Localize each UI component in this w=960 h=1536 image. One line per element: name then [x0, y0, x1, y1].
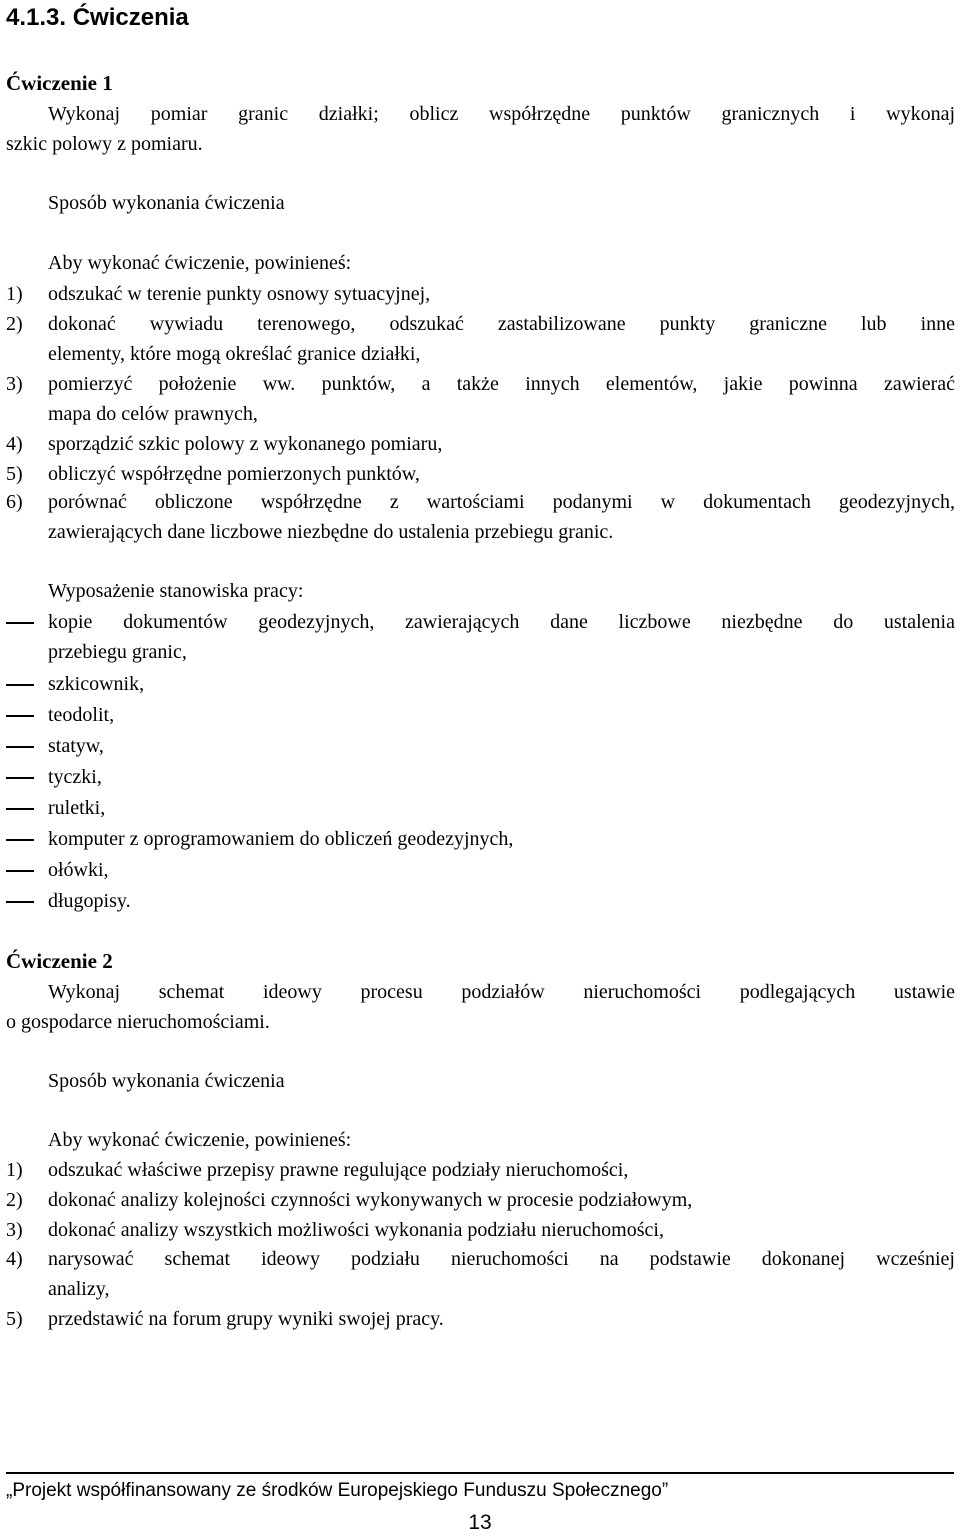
- step-text: dokonać analizy wszystkich możliwości wykonania podziału nieruchomości,: [48, 1219, 664, 1241]
- equipment-item: ołówki,: [48, 859, 109, 881]
- step-number: 5): [6, 1308, 23, 1330]
- exercise-1-steps-intro: Aby wykonać ćwiczenie, powinieneś:: [48, 252, 352, 274]
- exercise-1-task-line-1: Wykonaj pomiar granic działki; oblicz współrzędne punktów granicznych i wykonaj: [48, 103, 955, 125]
- exercise-2-task-line-1: Wykonaj schemat ideowy procesu podziałów nieruchomości podlegających ustawie: [48, 981, 955, 1003]
- step-text: sporządzić szkic polowy z wykonanego pomiaru,: [48, 433, 443, 455]
- step-text: narysować schemat ideowy podziału nieruchomości na podstawie dokonanej wcześniej: [48, 1248, 955, 1270]
- exercise-1-method-heading: Sposób wykonania ćwiczenia: [48, 192, 285, 214]
- dash-bullet: [6, 901, 34, 903]
- step-number: 2): [6, 1189, 23, 1211]
- dash-bullet: [6, 839, 34, 841]
- equipment-heading: Wyposażenie stanowiska pracy:: [48, 580, 304, 602]
- step-text-continued: mapa do celów prawnych,: [48, 403, 258, 425]
- equipment-item: teodolit,: [48, 704, 115, 726]
- dash-bullet: [6, 684, 34, 686]
- equipment-item-continued: przebiegu granic,: [48, 641, 187, 663]
- step-text-continued: zawierających dane liczbowe niezbędne do ustalenia przebiegu granic.: [48, 521, 614, 543]
- step-number: 5): [6, 463, 23, 485]
- dash-bullet: [6, 746, 34, 748]
- exercise-2-title: Ćwiczenie 2: [6, 949, 113, 973]
- step-text: obliczyć współrzędne pomierzonych punktów,: [48, 463, 420, 485]
- footer-project-text: „Projekt współfinansowany ze środków Europejskiego Funduszu Społecznego”: [6, 1480, 669, 1501]
- footer-rule: [6, 1472, 954, 1474]
- dash-bullet: [6, 777, 34, 779]
- exercise-2-method-heading: Sposób wykonania ćwiczenia: [48, 1070, 285, 1092]
- equipment-item: tyczki,: [48, 766, 102, 788]
- step-number: 4): [6, 1248, 23, 1270]
- exercise-2-steps-intro: Aby wykonać ćwiczenie, powinieneś:: [48, 1129, 352, 1151]
- dash-bullet: [6, 808, 34, 810]
- equipment-item: ruletki,: [48, 797, 106, 819]
- equipment-item: szkicownik,: [48, 673, 145, 695]
- step-text: pomierzyć położenie ww. punktów, a także innych elementów, jakie powinna zawierać: [48, 373, 955, 395]
- step-number: 1): [6, 283, 23, 305]
- step-text-continued: analizy,: [48, 1278, 110, 1300]
- step-number: 6): [6, 491, 23, 513]
- exercise-2-task-line-2: o gospodarce nieruchomościami.: [6, 1011, 270, 1033]
- step-text: odszukać właściwe przepisy prawne regulujące podziały nieruchomości,: [48, 1159, 629, 1181]
- equipment-item: długopisy.: [48, 890, 131, 912]
- section-heading: 4.1.3. Ćwiczenia: [6, 4, 189, 31]
- step-text: odszukać w terenie punkty osnowy sytuacyjnej,: [48, 283, 431, 305]
- equipment-item: komputer z oprogramowaniem do obliczeń geodezyjnych,: [48, 828, 514, 850]
- dash-bullet: [6, 622, 34, 624]
- step-number: 3): [6, 1219, 23, 1241]
- dash-bullet: [6, 870, 34, 872]
- step-number: 2): [6, 313, 23, 335]
- dash-bullet: [6, 715, 34, 717]
- step-text-continued: elementy, które mogą określać granice działki,: [48, 343, 421, 365]
- step-number: 4): [6, 433, 23, 455]
- step-text: przedstawić na forum grupy wyniki swojej pracy.: [48, 1308, 444, 1330]
- exercise-1-task-line-2: szkic polowy z pomiaru.: [6, 133, 203, 155]
- step-number: 3): [6, 373, 23, 395]
- step-text: dokonać analizy kolejności czynności wykonywanych w procesie podziałowym,: [48, 1189, 693, 1211]
- equipment-item: kopie dokumentów geodezyjnych, zawierających dane liczbowe niezbędne do ustalenia: [48, 611, 955, 633]
- step-text: porównać obliczone współrzędne z wartościami podanymi w dokumentach geodezyjnych,: [48, 491, 955, 513]
- step-number: 1): [6, 1159, 23, 1181]
- exercise-1-title: Ćwiczenie 1: [6, 71, 113, 95]
- equipment-item: statyw,: [48, 735, 104, 757]
- page-number: 13: [468, 1511, 492, 1534]
- step-text: dokonać wywiadu terenowego, odszukać zastabilizowane punkty graniczne lub inne: [48, 313, 955, 335]
